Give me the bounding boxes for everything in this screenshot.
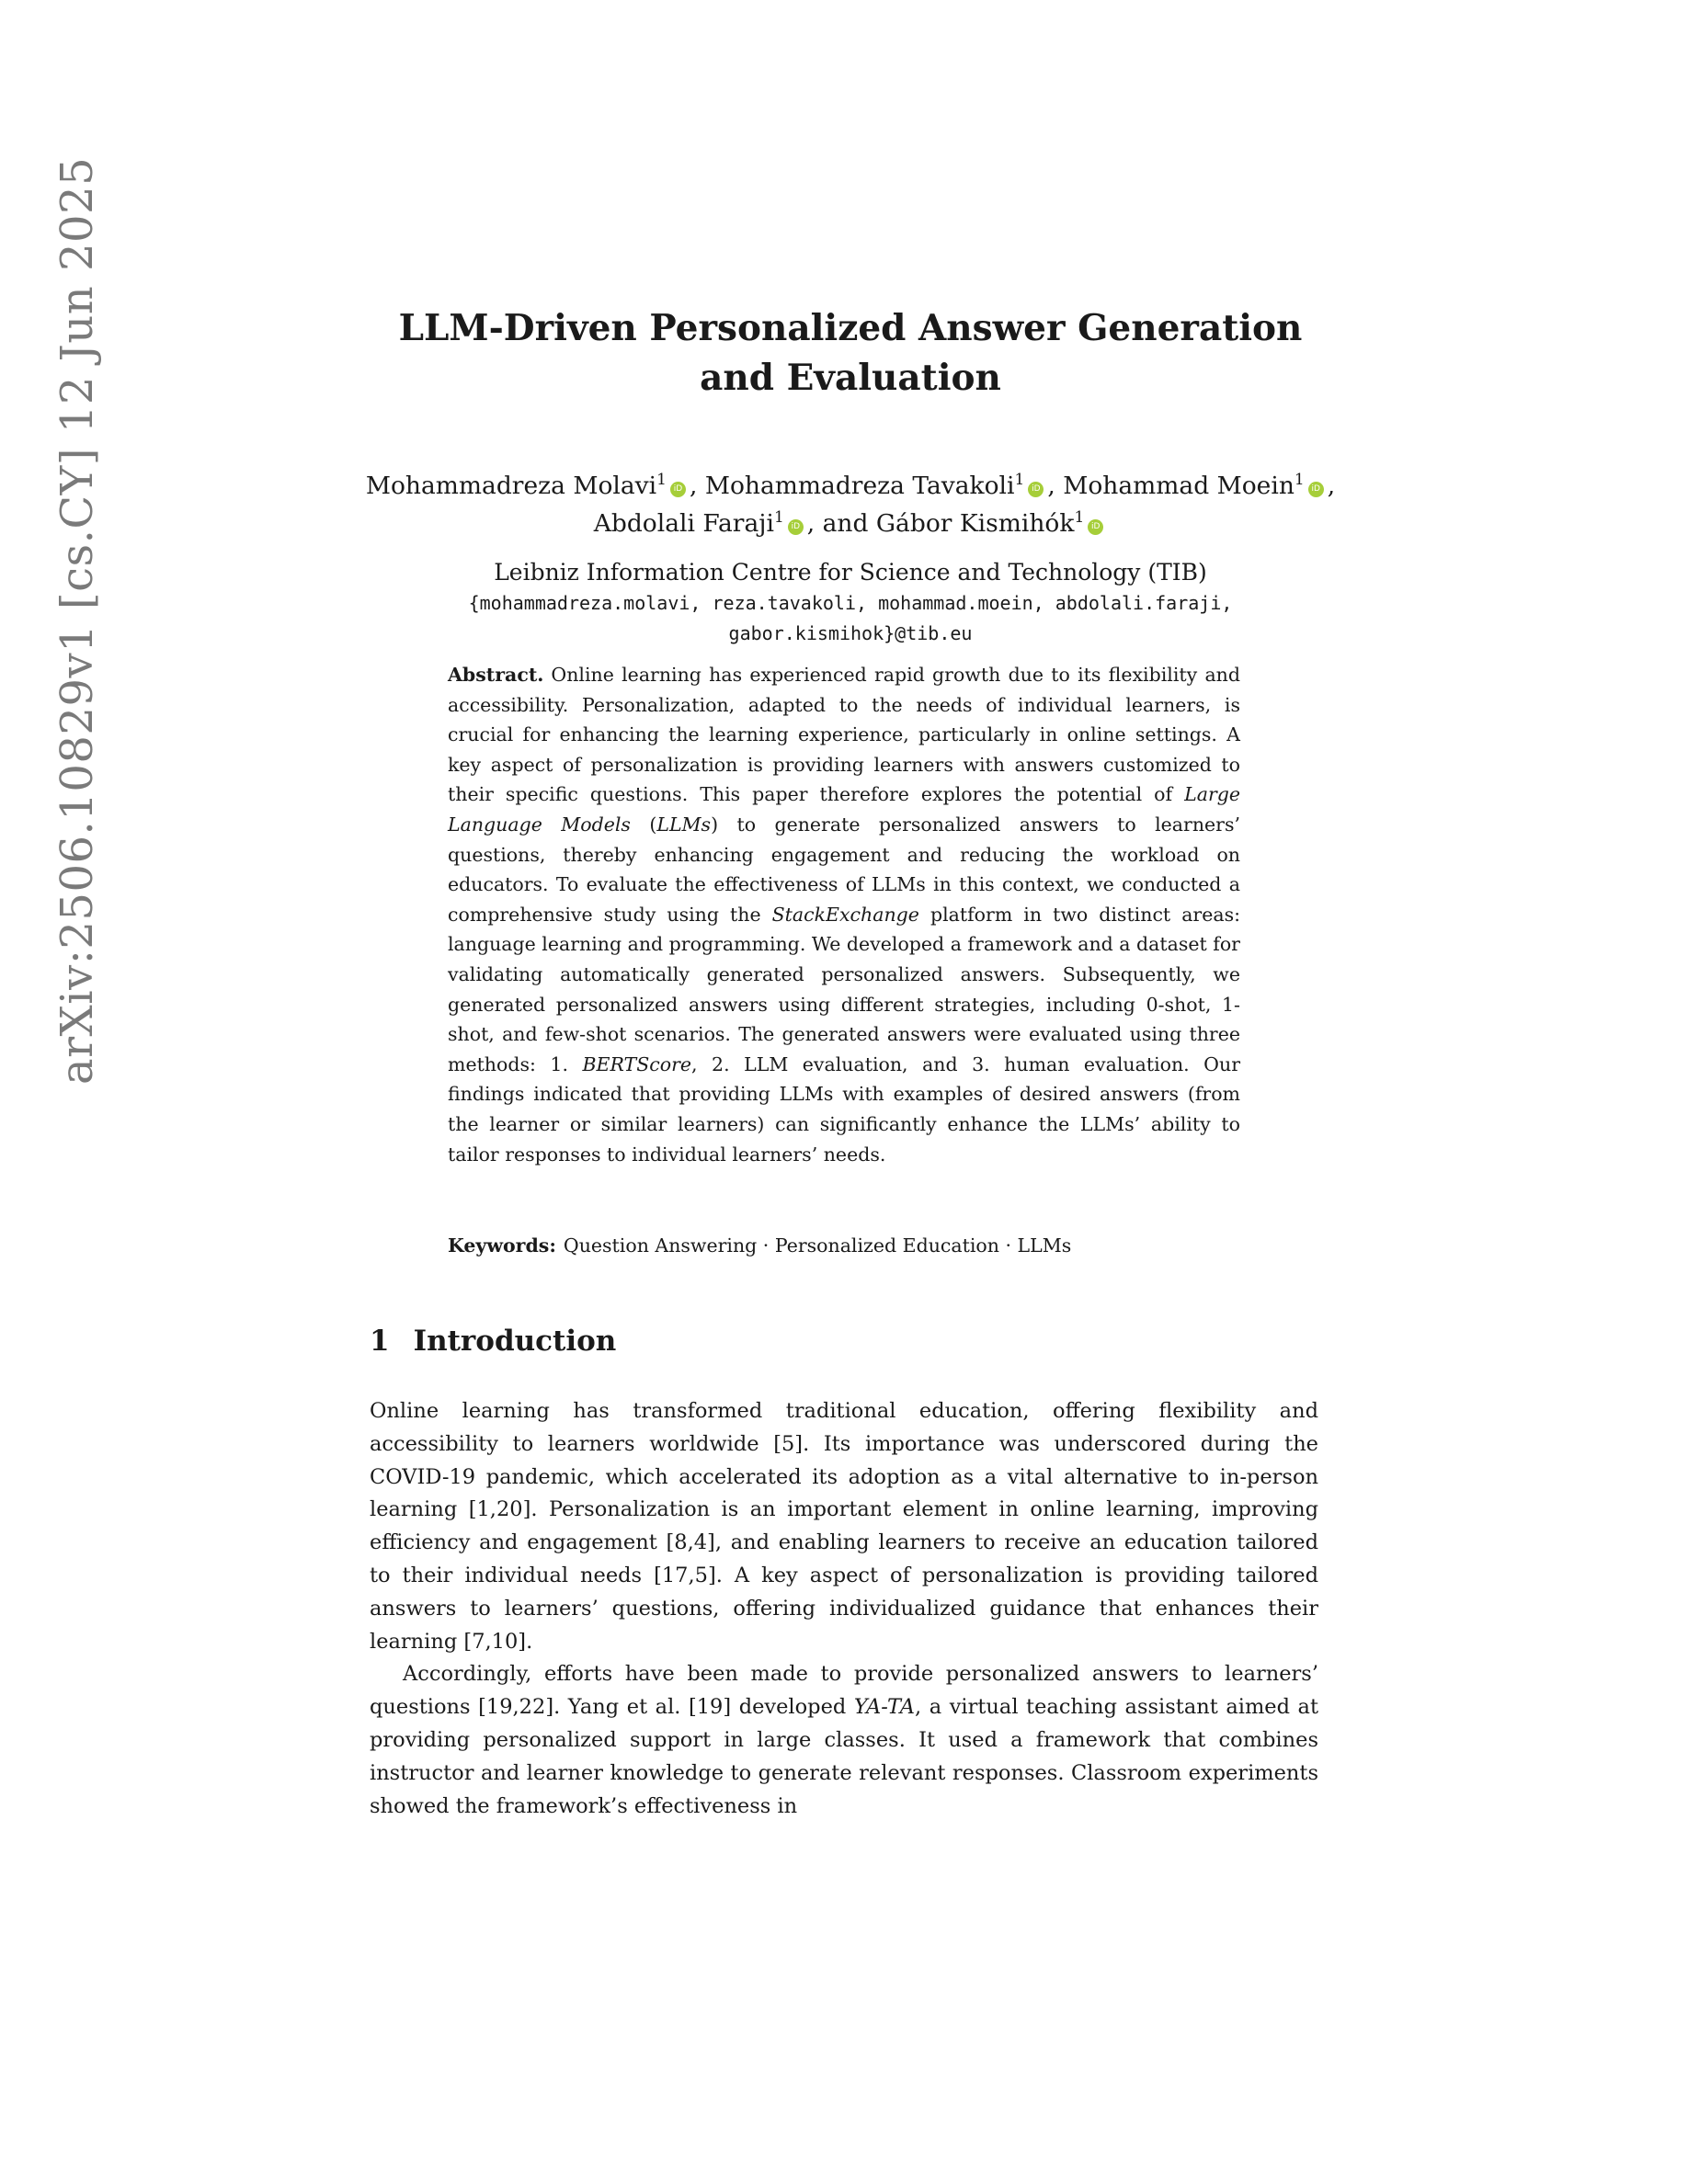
author-affiliation-mark: 1 [1074, 507, 1085, 527]
arxiv-identifier: arXiv:2506.10829v1 [cs.CY] 12 Jun 2025 [51, 156, 103, 1085]
orcid-icon[interactable]: iD [670, 482, 686, 497]
email-list [313, 588, 1388, 649]
body-paragraph [370, 1395, 1318, 1658]
section-title: Introduction [413, 1325, 617, 1358]
author-separator: , [689, 471, 705, 500]
abstract [448, 660, 1240, 1169]
author-name: Abdolali Faraji [593, 508, 774, 538]
keywords-label: Keywords: [448, 1234, 556, 1257]
abstract-emphasis: Large Language Models [448, 783, 1240, 836]
author-affiliation-mark: 1 [1294, 471, 1305, 489]
affiliation: Leibniz Information Centre for Science and Technology (TIB) [494, 559, 1207, 586]
author-affiliation-mark: 1 [656, 471, 667, 489]
abstract-text: ( [630, 813, 657, 836]
author-separator: , and [806, 508, 876, 538]
abstract-text: ) to generate personalized answers to learners’ questions, thereby enhancing engagement and reducing the workload on educators. To evaluate the effectiveness of LLMs in this context, we conducted a comprehensive study using the [448, 813, 1240, 926]
abstract-text: platform in two distinct areas: language learning and programming. We developed a framework and a dataset for validating automatically generated personalized answers. Subsequently, we generated personalized answers using different strategies, including 0-shot, 1-shot, and few-shot scenarios. The generated answers were evaluated using three methods: 1. [448, 903, 1240, 1075]
keywords-text: Question Answering · Personalized Education · LLMs [563, 1234, 1072, 1257]
orcid-icon[interactable]: iD [1308, 482, 1324, 497]
paper-title [313, 303, 1388, 403]
author-affiliation-mark: 1 [773, 507, 784, 527]
abstract-emphasis: BERTScore [582, 1052, 692, 1075]
author-list [313, 464, 1388, 540]
email-line-1: {mohammadreza.molavi, reza.tavakoli, mohammad.moein, abdolali.faraji, [468, 592, 1233, 614]
author-name: Gábor Kismihók [875, 508, 1075, 538]
abstract-emphasis: LLMs [656, 813, 712, 836]
email-line-2: gabor.kismihok}@tib.eu [728, 622, 973, 644]
author-affiliation-mark: 1 [1014, 471, 1025, 489]
orcid-icon[interactable]: iD [1088, 519, 1103, 535]
abstract-emphasis: StackExchange [771, 903, 919, 926]
abstract-body [448, 664, 1240, 1166]
author-name: Mohammadreza Molavi [365, 471, 657, 500]
title-line-2: and Evaluation [700, 357, 1001, 399]
body-text: Accordingly, efforts have been made to provide personalized answers to learners’ questions [19,22]. Yang et al. [19] developed [370, 1662, 1318, 1720]
abstract-text: , 2. LLM evaluation, and 3. human evaluation. Our findings indicated that providing LLMs with examples of desired answers (from the learner or similar learners) can significantly enhance the LLMs’ ability to tailor responses to individual learners’ needs. [448, 1052, 1240, 1166]
body-text: , a virtual teaching assistant aimed at providing personalized support in large classes. It used a framework that combines instructor and learner knowledge to generate relevant responses. Classroom experiments showed the framework’s effectiveness in [370, 1695, 1319, 1818]
section-heading [370, 1323, 1318, 1359]
abstract-label: Abstract. [448, 664, 544, 686]
orcid-icon[interactable]: iD [788, 519, 804, 535]
keywords [448, 1231, 1240, 1260]
body-text: Online learning has transformed traditional education, offering flexibility and accessibility to learners worldwide [5]. Its importance was underscored during the COVID-19 pandemic, which accelerated its adoption as a vital alternative to in-person learning [1,20]. Personalization is an important element in online learning, improving efficiency and engagement [8,4], and enabling learners to receive an education tailored to their individual needs [17,5]. A key aspect of personalization is providing tailored answers to learners’ questions, offering individualized guidance that enhances their learning [7,10]. [370, 1399, 1318, 1654]
author-separator: , [1047, 471, 1064, 500]
orcid-icon[interactable]: iD [1028, 482, 1044, 497]
abstract-text: Online learning has experienced rapid growth due to its flexibility and accessibility. Personalization, adapted to the needs of individual learners, is crucial for enhancing the learning experience, particularly in online settings. A key aspect of personalization is providing learners with answers customized to their specific questions. This paper therefore explores the potential of [448, 664, 1240, 806]
author-name: Mohammad Moein [1063, 471, 1295, 500]
body-paragraph [370, 1658, 1318, 1823]
introduction-body [370, 1395, 1318, 1823]
body-emphasis: YA-TA [853, 1695, 916, 1720]
author-separator: , [1327, 471, 1336, 500]
section-number: 1 [370, 1325, 390, 1358]
title-line-1: LLM-Driven Personalized Answer Generation [398, 307, 1303, 349]
author-name: Mohammadreza Tavakoli [704, 471, 1015, 500]
